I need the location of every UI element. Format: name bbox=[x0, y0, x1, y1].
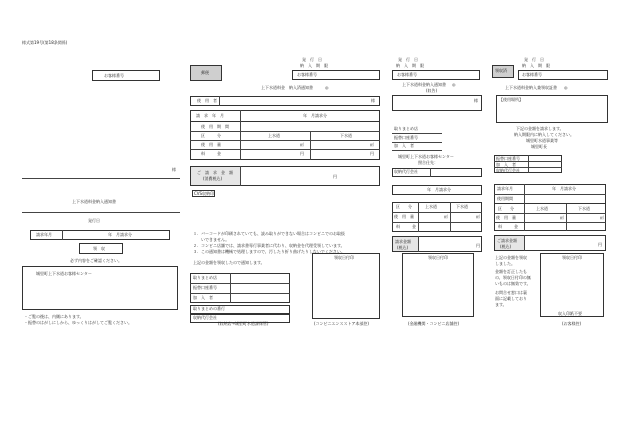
slip3-footer: (金融機関・コンビニ店舗控) bbox=[408, 321, 460, 326]
slip4-stamp-label: 領収済 bbox=[495, 68, 507, 73]
slip3-sewer-label: 下水道 bbox=[456, 204, 468, 209]
slip3-issue-date: 発 行 日 bbox=[398, 57, 418, 62]
slip4-bank-row-2: 加 入 者 bbox=[496, 162, 516, 167]
slip3-sender: 城里町上下水道お客様センター bbox=[398, 154, 454, 159]
slip4-receipt-stamp: 領収日付印 bbox=[562, 255, 582, 260]
slip4-total-label: ご請求金額 bbox=[497, 238, 517, 243]
slip1-divider bbox=[22, 178, 180, 179]
slip3-total-sub: (税込) bbox=[397, 245, 409, 250]
slip1-stamp-label: 領 収 bbox=[93, 246, 105, 251]
slip2-bank-code-label: 取りまとめの番行 bbox=[193, 306, 225, 311]
slip1-customer-no-box bbox=[92, 70, 160, 81]
slip3-fee-label: 料 金 bbox=[396, 224, 416, 229]
slip4-billing-value: 年 月請求分 bbox=[552, 186, 576, 191]
slip2-bank-notice: 上記の金額を領収したので通知します。 bbox=[193, 260, 265, 265]
slip3-circle-mark: ◎ bbox=[452, 82, 456, 87]
slip4-total-yen: 円 bbox=[598, 242, 602, 247]
slip4-receipt-note-6: お問合せ窓口は裏 bbox=[495, 290, 527, 295]
slip4-title: 上下水道料金納入兼領収証書 bbox=[505, 85, 557, 90]
slip3-bank-row-1: 取りまとめ店 bbox=[394, 126, 418, 131]
slip3-receipt-stamp-box bbox=[402, 253, 474, 317]
slip1-billing-value: 年 月請求分 bbox=[108, 232, 132, 237]
slip4-sewer-label: 下水道 bbox=[578, 206, 590, 211]
slip2-yen-water: 円 bbox=[300, 151, 304, 156]
slip1-footnote-2: ・振替のはがしにしから、ゆっくりはがしてご覧ください。 bbox=[24, 320, 132, 325]
slip2-note-2: いできません。 bbox=[193, 237, 230, 242]
slip2-period-label: 使 用 期 間 bbox=[201, 124, 229, 129]
slip2-billing-value: 年 月請求分 bbox=[303, 113, 327, 118]
slip2-unit-sewer: ㎥ bbox=[370, 142, 374, 147]
slip2-payer-label: 使 用 者 bbox=[197, 98, 217, 103]
slip4-receipt-stamp-box bbox=[540, 253, 604, 317]
slip3-sender-sub: 照合仕先： bbox=[418, 160, 438, 165]
slip4-total-sub: (税込) bbox=[500, 244, 512, 249]
slip2-title: 上下水道料金 納入済通知書 bbox=[261, 85, 313, 90]
slip4-customer-no-label: お客様番号 bbox=[522, 72, 542, 77]
slip2-billing-label: 請 求 年 月 bbox=[196, 113, 224, 118]
slip4-billing-label: 請求年月 bbox=[497, 186, 513, 191]
slip3-billing-value: 年 月請求分 bbox=[427, 187, 451, 192]
slip4-payer-label: 【使用場所】 bbox=[499, 97, 523, 102]
slip2-usage-label: 使 用 量 bbox=[201, 142, 221, 147]
slip4-period-label: 使用期間 bbox=[497, 196, 513, 201]
slip1-billing-label: 請求年月 bbox=[36, 232, 52, 237]
slip3-title: 上下水道料金納入通知書 bbox=[402, 82, 446, 87]
form-number: 様式第19号(第18条関係) bbox=[22, 40, 68, 45]
slip4-issue-date: 発 行 日 bbox=[524, 57, 544, 62]
slip2-customer-no-label: お客様番号 bbox=[297, 72, 317, 77]
slip2-receipt-stamp: 領収日付印 bbox=[334, 255, 354, 260]
slip2-total-label: ご 請 求 金 額 bbox=[197, 170, 233, 175]
slip4-division-label: 区 分 bbox=[498, 206, 514, 211]
slip3-receipt-stamp: 領収日付印 bbox=[428, 255, 448, 260]
slip2-footer-left: (収納店→城里町水道課保管) bbox=[218, 321, 269, 326]
slip3-unit-sewer: ㎥ bbox=[476, 214, 480, 219]
slip1-customer-no-label: お客様番号 bbox=[104, 73, 124, 78]
slip4-receipt-note-7: 面に記載しており bbox=[495, 296, 527, 301]
slip1-issue-date: 発行日 bbox=[88, 218, 100, 223]
slip4-fee-label: 料 金 bbox=[498, 224, 518, 229]
slip1-footnote-1: ・ご覧の後は、内側にあります。 bbox=[24, 314, 84, 319]
slip4-info-2: 納入期限内に納入してください。 bbox=[514, 132, 574, 137]
slip2-total-sub: (消費税込) bbox=[203, 176, 223, 181]
slip1-notice: 必ず内容をご確認ください。 bbox=[70, 258, 122, 263]
slip2-circle-mark: ◎ bbox=[325, 85, 329, 90]
slip2-receipt-stamp-box bbox=[312, 253, 380, 319]
slip1-sender: 城里町上下水道お客様センター bbox=[36, 271, 92, 276]
slip4-stamp-area: 収入印紙不要 bbox=[558, 311, 582, 316]
slip4-bank-row-1: 振替口座番号 bbox=[496, 156, 520, 161]
slip2-due-date: 納 入 期 限 bbox=[300, 63, 328, 68]
slip1-title: 上下水道料金納入通知書 bbox=[72, 199, 116, 204]
slip4-receipt-note-5: いものは無効です。 bbox=[495, 281, 531, 286]
slip2-cvs-label: CVS収納印 bbox=[194, 191, 215, 196]
slip4-info-4: 城里町長 bbox=[531, 144, 547, 149]
slip2-bank-row-3: 加 入 者 bbox=[193, 295, 213, 300]
slip3-division-label: 区 分 bbox=[396, 204, 412, 209]
slip3-bank-row-3: 加 入 者 bbox=[394, 143, 414, 148]
slip2-total-yen: 円 bbox=[333, 174, 337, 179]
slip4-unit-water: ㎥ bbox=[560, 215, 564, 220]
slip2-sewer-label: 下水道 bbox=[340, 133, 352, 138]
slip3-sama: 様 bbox=[474, 98, 478, 103]
slip3-payer-box bbox=[392, 95, 482, 111]
slip2-bank-row-1: 取りまとめ店 bbox=[193, 275, 217, 280]
slip4-water-label: 上水道 bbox=[536, 206, 548, 211]
slip2-sama: 様 bbox=[371, 98, 375, 103]
slip3-customer-no-label: お客様番号 bbox=[397, 72, 417, 77]
slip2-note-4: ３．この通知書は機械で処理しますので、汚したり折り曲げたりしないでください。 bbox=[193, 249, 345, 254]
slip2-unit-water: ㎥ bbox=[300, 142, 304, 147]
slip3-due-date: 納 入 期 限 bbox=[396, 63, 424, 68]
slip4-receipt-note-4: の、領収日付印の無 bbox=[495, 275, 531, 280]
slip2-yen-sewer: 円 bbox=[370, 151, 374, 156]
slip2-note-1: １．バーコードが印刷されていても、読み取りができない場合はコンビニでのお取扱 bbox=[193, 231, 345, 236]
slip1-divider2 bbox=[22, 212, 180, 213]
slip2-water-label: 上水道 bbox=[268, 133, 280, 138]
slip2-bank-row-2: 振替口座番号 bbox=[193, 285, 217, 290]
slip4-info-1: 下記の金額を請求します。 bbox=[516, 126, 564, 131]
slip4-receipt-note-1: 上記の金額を領収 bbox=[495, 255, 527, 260]
slip2-footer-right: (コンビニエンスストア本部控) bbox=[314, 321, 369, 326]
slip3-bank-row-2: 振替口座番号 bbox=[394, 135, 418, 140]
slip3-agent-label: 収納代行会社 bbox=[394, 169, 418, 174]
slip1-sama: 様 bbox=[172, 167, 176, 172]
slip4-footer: (お客様控) bbox=[562, 321, 582, 326]
slip3-usage-label: 使 用 量 bbox=[394, 214, 414, 219]
slip4-usage-label: 使 用 量 bbox=[496, 215, 516, 220]
slip3-sub-title: (収告) bbox=[426, 88, 438, 93]
slip2-fee-label: 料 金 bbox=[201, 151, 221, 156]
slip4-receipt-note-3: 金額を訂正したも bbox=[495, 269, 527, 274]
slip4-circle-mark: ◎ bbox=[564, 85, 568, 90]
slip3-water-label: 上水道 bbox=[425, 204, 437, 209]
slip4-receipt-note-2: しました。 bbox=[495, 261, 515, 266]
slip2-postage: 郵便 bbox=[201, 70, 209, 75]
slip4-info-3: 城里町水道事業等 bbox=[526, 138, 558, 143]
slip4-due-date: 納 入 期 限 bbox=[522, 63, 550, 68]
slip2-bank-name-label: 収納代行会社 bbox=[193, 315, 217, 320]
slip4-unit-sewer: ㎥ bbox=[600, 215, 604, 220]
slip4-receipt-note-8: ます。 bbox=[495, 302, 507, 307]
slip3-total-label: 請求金額 bbox=[395, 239, 411, 244]
slip4-bank-row-3: 収納代行会社 bbox=[496, 168, 520, 173]
slip2-division-label: 区 分 bbox=[201, 133, 221, 138]
slip2-issue-date: 発 行 日 bbox=[302, 57, 322, 62]
slip2-note-3: ２．コンビニ店舗では、請求書専行事業者に代わり、収納金を代理受領しています。 bbox=[193, 243, 345, 248]
slip3-unit-water: ㎥ bbox=[444, 214, 448, 219]
slip3-total-yen: 円 bbox=[476, 243, 480, 248]
